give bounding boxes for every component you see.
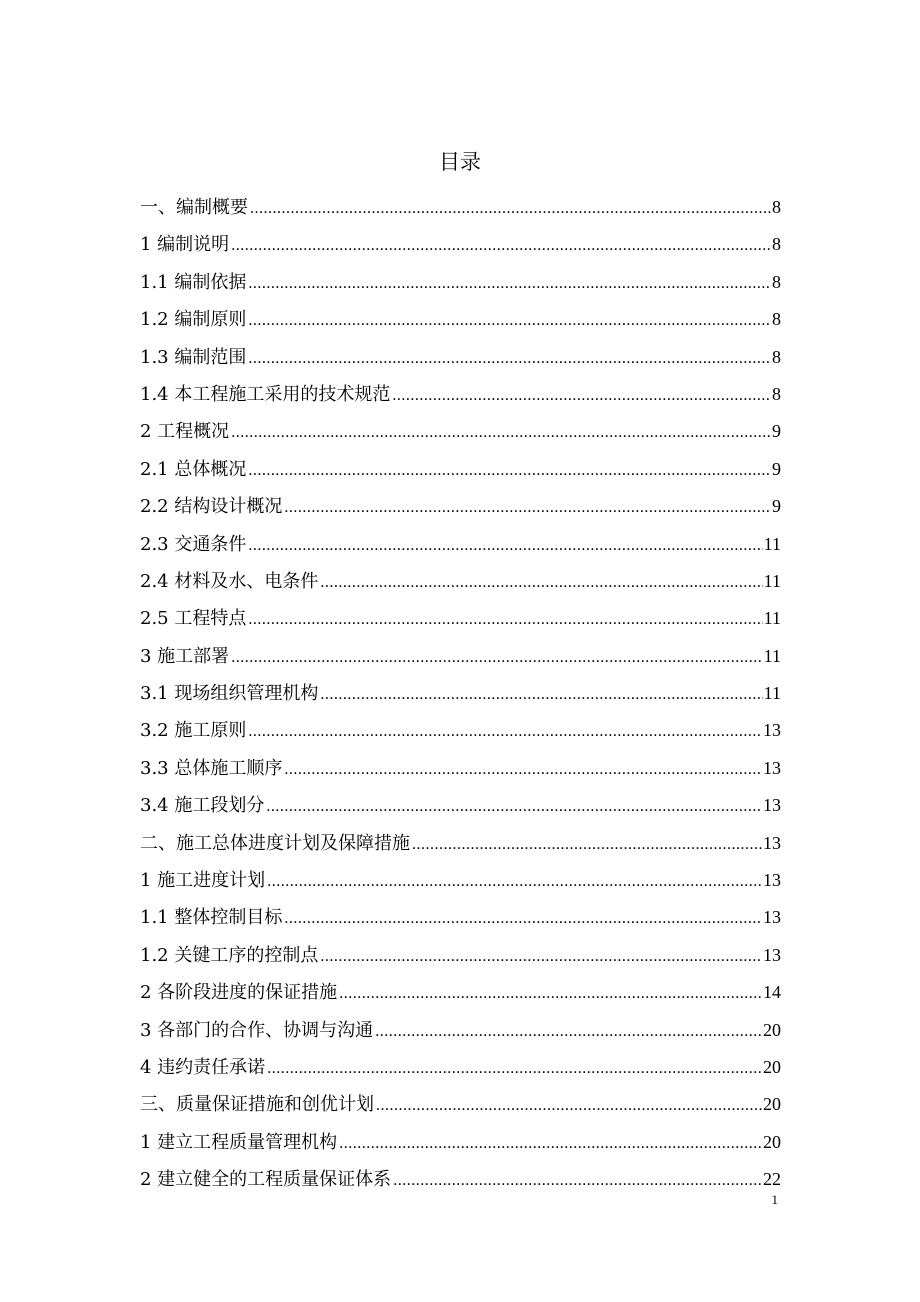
- toc-entry-label: 2 工程概况: [140, 421, 230, 443]
- dot-leader: [248, 340, 771, 377]
- toc-entry-page: 13: [763, 757, 781, 778]
- toc-entry[interactable]: [140, 787, 781, 824]
- toc-entry-label: 3 施工部署: [140, 645, 230, 667]
- dot-leader: [392, 377, 771, 414]
- toc-entry[interactable]: [140, 1086, 781, 1123]
- toc-entry-label: 2 建立健全的工程质量保证体系: [140, 1169, 392, 1191]
- dot-leader: [284, 489, 771, 526]
- dot-leader: [284, 751, 762, 788]
- dot-leader: [266, 788, 762, 825]
- dot-leader: [284, 900, 762, 937]
- toc-entry-label: 2.4 材料及水、电条件: [140, 570, 319, 592]
- toc-entry-page: 8: [772, 234, 781, 255]
- toc-entry-label: 3.2 施工原则: [140, 720, 247, 742]
- toc-entry-page: 13: [763, 832, 781, 853]
- toc-entry-label: 1.2 编制原则: [140, 309, 247, 331]
- toc-entry-label: 3.4 施工段划分: [140, 795, 265, 817]
- toc-entry-page: 20: [763, 1094, 781, 1115]
- dot-leader: [393, 1162, 762, 1199]
- toc-entry[interactable]: [140, 339, 781, 376]
- dot-leader: [248, 302, 771, 339]
- toc-entry-page: 8: [772, 309, 781, 330]
- toc-entry-page: 9: [772, 496, 781, 517]
- toc-entry-page: 20: [763, 1131, 781, 1152]
- dot-leader: [412, 826, 762, 863]
- dot-leader: [267, 863, 762, 900]
- toc-entry-page: 8: [772, 271, 781, 292]
- dot-leader: [320, 564, 762, 601]
- toc-entry-label: 2.5 工程特点: [140, 608, 247, 630]
- toc-entry-label: 二、施工总体进度计划及保障措施: [140, 832, 410, 854]
- toc-entry-page: 11: [763, 533, 781, 554]
- toc-entry[interactable]: [140, 1161, 781, 1198]
- toc-entry-page: 14: [763, 982, 781, 1003]
- toc-entry-label: 1.3 编制范围: [140, 346, 247, 368]
- toc-entry[interactable]: [140, 451, 781, 488]
- toc-entry-label: 3.1 现场组织管理机构: [140, 683, 319, 705]
- dot-leader: [231, 639, 762, 676]
- toc-entry[interactable]: [140, 937, 781, 974]
- toc-entry[interactable]: [140, 712, 781, 749]
- toc-entry-page: 11: [763, 570, 781, 591]
- toc-entry-page: 13: [763, 944, 781, 965]
- toc-entry-page: 20: [763, 1019, 781, 1040]
- dot-leader: [250, 190, 771, 227]
- toc-entry-label: 2.1 总体概况: [140, 458, 247, 480]
- toc-entry[interactable]: [140, 526, 781, 563]
- toc-entry-page: 22: [763, 1169, 781, 1190]
- toc-entry[interactable]: [140, 413, 781, 450]
- toc-entry-label: 3.3 总体施工顺序: [140, 757, 283, 779]
- toc-entry-page: 13: [763, 870, 781, 891]
- toc-entry-label: 1.4 本工程施工采用的技术规范: [140, 383, 391, 405]
- toc-entry[interactable]: [140, 974, 781, 1011]
- page-number: 1: [771, 1192, 778, 1207]
- dot-leader: [339, 975, 762, 1012]
- toc-entry-page: 9: [772, 458, 781, 479]
- toc-entry-label: 2.3 交通条件: [140, 533, 247, 555]
- toc-entry[interactable]: [140, 1012, 781, 1049]
- toc-entry[interactable]: [140, 301, 781, 338]
- toc-entry-page: 13: [763, 720, 781, 741]
- dot-leader: [267, 1050, 762, 1087]
- toc-entry[interactable]: [140, 899, 781, 936]
- toc-entry-page: 11: [763, 683, 781, 704]
- toc-entry-page: 13: [763, 907, 781, 928]
- dot-leader: [248, 601, 762, 638]
- dot-leader: [248, 265, 771, 302]
- toc-entry[interactable]: [140, 675, 781, 712]
- toc-entry-label: 三、质量保证措施和创优计划: [140, 1094, 374, 1116]
- page-title: 目录: [439, 150, 481, 174]
- toc-entry[interactable]: [140, 825, 781, 862]
- toc-entry[interactable]: [140, 563, 781, 600]
- toc-entry-page: 11: [763, 645, 781, 666]
- dot-leader: [248, 452, 771, 489]
- toc-entry[interactable]: [140, 862, 781, 899]
- dot-leader: [376, 1087, 762, 1124]
- toc-entry-page: 9: [772, 421, 781, 442]
- dot-leader: [339, 1125, 762, 1162]
- dot-leader: [375, 1013, 762, 1050]
- toc-entry-label: 1 编制说明: [140, 234, 230, 256]
- toc-entry[interactable]: [140, 1049, 781, 1086]
- toc-entry-page: 20: [763, 1056, 781, 1077]
- dot-leader: [231, 227, 771, 264]
- toc-entry-page: 11: [763, 608, 781, 629]
- toc-entry-label: 3 各部门的合作、协调与沟通: [140, 1019, 374, 1041]
- toc-entry[interactable]: [140, 376, 781, 413]
- toc-entry-label: 1 施工进度计划: [140, 870, 266, 892]
- toc-entry[interactable]: [140, 750, 781, 787]
- toc-entry-label: 一、编制概要: [140, 197, 248, 218]
- toc-entry[interactable]: [140, 1124, 781, 1161]
- toc-entry-label: 1.1 整体控制目标: [140, 907, 283, 929]
- toc-entry[interactable]: [140, 638, 781, 675]
- toc-entry-page: 8: [772, 383, 781, 404]
- toc-entry[interactable]: [140, 600, 781, 637]
- dot-leader: [248, 713, 762, 750]
- toc-entry-label: 2.2 结构设计概况: [140, 496, 283, 518]
- dot-leader: [248, 527, 762, 564]
- dot-leader: [320, 676, 762, 713]
- dot-leader: [320, 938, 762, 975]
- toc-entry[interactable]: [140, 488, 781, 525]
- toc-entry-page: 8: [772, 197, 781, 217]
- dot-leader: [231, 414, 771, 451]
- toc-entry[interactable]: [140, 189, 781, 226]
- toc-entry-label: 1 建立工程质量管理机构: [140, 1131, 338, 1153]
- toc-entry-label: 2 各阶段进度的保证措施: [140, 982, 338, 1004]
- toc-entry-label: 1.1 编制依据: [140, 271, 247, 293]
- toc-entry-page: 13: [763, 795, 781, 816]
- toc-entry[interactable]: [140, 264, 781, 301]
- toc-entry[interactable]: [140, 226, 781, 263]
- toc-entry-page: 8: [772, 346, 781, 367]
- toc-entry-label: 1.2 关键工序的控制点: [140, 944, 319, 966]
- table-of-contents: [140, 189, 781, 1199]
- toc-entry-label: 4 违约责任承诺: [140, 1056, 266, 1078]
